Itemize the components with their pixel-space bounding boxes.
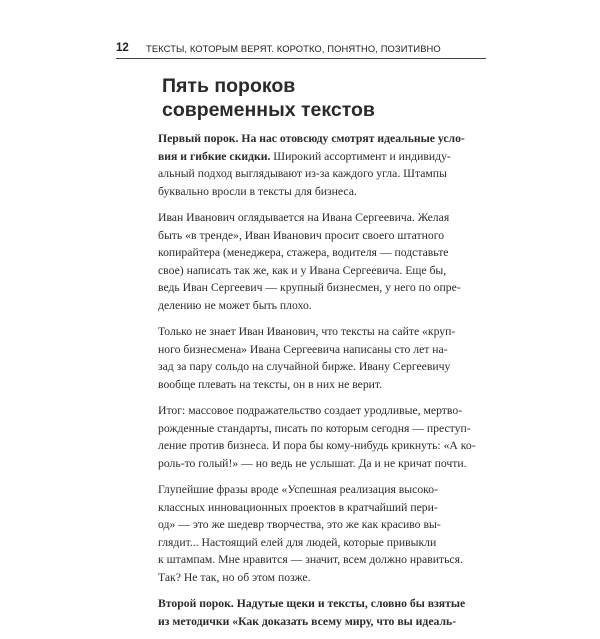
text-run: буквально вросли в тексты для бизнеса.	[158, 184, 357, 198]
paragraph	[158, 209, 461, 315]
page-number: 12	[116, 42, 129, 54]
section-heading-line: современных текстов	[162, 99, 375, 121]
paragraph	[158, 130, 465, 200]
text-run: к штампам. Мне нравится — значит, всем должно нравиться.	[158, 553, 463, 567]
text-line	[158, 455, 467, 473]
text-run: альный подход выглядывают из-за каждого угла. Штампы	[158, 167, 447, 181]
text-line	[158, 358, 458, 376]
text-line	[158, 130, 465, 148]
text-run: Иван Иванович оглядывается на Ивана Сергеевича. Желая	[158, 210, 450, 224]
text-run: Итог: массовое подражательство создает уродливые, мертво-	[158, 404, 463, 418]
text-line	[158, 481, 458, 499]
section-heading	[162, 74, 375, 122]
text-line	[158, 569, 458, 587]
bold-text-run: вия и гибкие скидки.	[158, 149, 271, 163]
text-line	[158, 551, 463, 569]
text-run: ление против бизнеса. И пора бы кому-нибудь крикнуть: «А ко-	[158, 439, 476, 453]
text-line	[158, 499, 458, 517]
text-run: глядит... Настоящий елей для людей, которые привыкли	[158, 535, 437, 549]
body-text	[158, 130, 476, 639]
text-line	[158, 402, 463, 420]
bold-text-run: Второй порок. Надутые щеки и тексты, словно бы взятые	[158, 597, 466, 611]
text-run: Так? Не так, но об этом позже.	[158, 571, 311, 585]
text-run: делению не может быть плохо.	[158, 298, 312, 312]
running-head-title: ТЕКСТЫ, КОТОРЫМ ВЕРЯТ. КОРОТКО, ПОНЯТНО, ПОЗИТИВНО	[146, 43, 441, 54]
paragraph	[158, 402, 476, 472]
text-run: ведь Иван Сергеевич — крупный бизнесмен, у него по опре-	[158, 281, 461, 295]
text-run: быть «в тренде», Иван Иванович просит своего штатного	[158, 228, 445, 242]
paragraph	[158, 323, 458, 393]
text-run: копирайтера (менеджера, стажера, водителя — подставьте	[158, 246, 449, 260]
text-line	[158, 534, 458, 552]
running-head	[116, 36, 486, 59]
section-heading-line: Пять пороков	[162, 75, 296, 97]
text-line	[158, 341, 458, 359]
paragraph	[158, 595, 466, 630]
text-line	[158, 516, 458, 534]
text-line	[158, 244, 458, 262]
text-line	[158, 227, 458, 245]
text-run: роль-то голый!» — но ведь не услышат. Да и не кричат почти.	[158, 456, 467, 470]
text-run: вообще плевать на тексты, он в них не верит.	[158, 377, 383, 391]
text-line	[158, 209, 458, 227]
text-line	[158, 613, 458, 631]
text-line	[158, 376, 458, 394]
text-run: од» — это же шедевр творчества, это же как красиво вы-	[158, 518, 441, 532]
text-run: Широкий ассортимент и индивиду-	[270, 149, 451, 163]
text-run: свое) написать так же, как и у Ивана Сергеевича. Еще бы,	[158, 263, 447, 277]
text-line	[158, 297, 458, 315]
text-line	[158, 323, 458, 341]
bold-text-run: Первый порок. На нас отовсюду смотрят идеальные усло-	[158, 132, 465, 145]
text-line	[158, 262, 458, 280]
text-run: ного бизнесмена» Ивана Сергеевича написаны сто лет на-	[158, 342, 448, 356]
text-run: рожденные стандарты, писать по которым сегодня — преступ-	[158, 421, 471, 435]
paragraph	[158, 481, 463, 587]
text-line	[158, 148, 458, 166]
bold-text-run: из методички «Как доказать всему миру, что вы идеаль-	[158, 614, 457, 628]
text-run: зад за пару сольдо на случайной бирже. Ивану Сергеевичу	[158, 360, 451, 374]
text-line	[158, 165, 458, 183]
text-line	[158, 183, 458, 201]
text-run: Только не знает Иван Иванович, что тексты на сайте «круп-	[158, 325, 456, 339]
text-line	[158, 437, 476, 455]
text-line	[158, 420, 471, 438]
text-run: Глупейшие фразы вроде «Успешная реализация высоко-	[158, 483, 439, 497]
text-run: классных инновационных проектов в кратчайший пери-	[158, 500, 438, 514]
text-line	[158, 279, 461, 297]
text-line	[158, 595, 466, 613]
